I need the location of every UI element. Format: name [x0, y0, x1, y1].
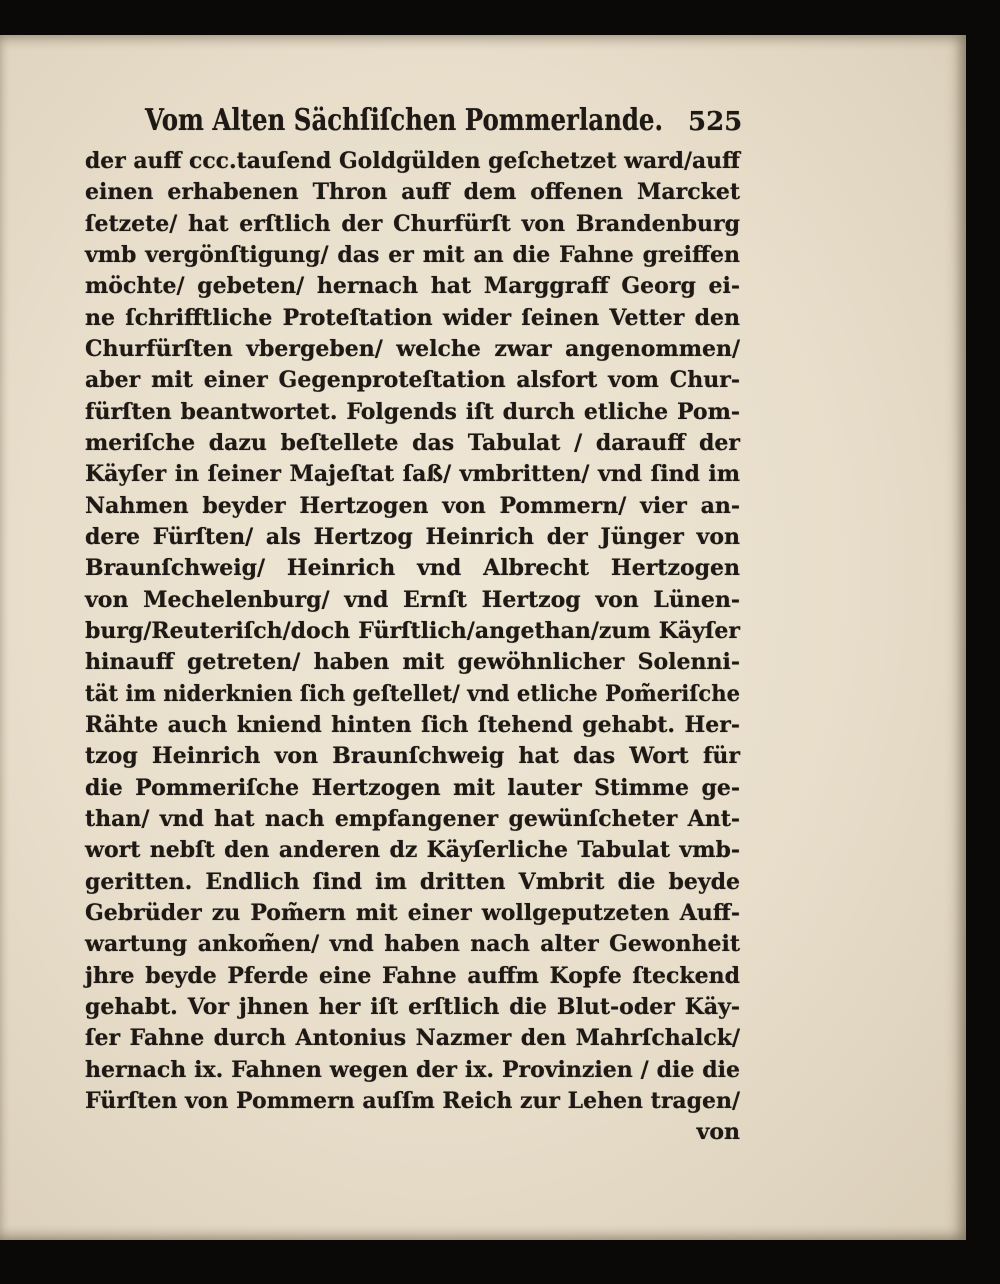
text-line: aber mit einer Gegenproteſtation alsfort vom Chur- [85, 367, 740, 394]
text-line: wartung ankom̃en/ vnd haben nach alter Gewonheit [85, 931, 740, 958]
text-line: fürſten beantwortet. Folgends iſt durch etliche Pom- [85, 398, 740, 425]
text-line: Rähte auch kniend hinten ſich ſtehend gehabt. Her- [85, 711, 740, 738]
body-text [85, 146, 740, 1149]
text-line: tzog Heinrich von Braunſchweig hat das Wort für [85, 743, 740, 770]
text-line: ſetzete/ hat erſtlich der Churfürſt von Brandenburg [85, 210, 740, 237]
running-head-title: Vom Alten Sächſiſchen Pommerlande. [145, 103, 663, 138]
text-line: ne ſchrifftliche Proteſtation wider ſeinen Vetter den [85, 304, 740, 331]
text-line: Nahmen beyder Hertzogen von Pommern/ vier an- [85, 492, 740, 519]
text-line: Churfürſten vbergeben/ welche zwar angenommen/ [85, 335, 740, 362]
text-line: der auff ccc.tauſend Goldgülden geſchetzet ward/auff [85, 148, 740, 174]
text-line: einen erhabenen Thron auff dem offenen Marcket [85, 179, 740, 206]
text-line: ſer Fahne durch Antonius Nazmer den Mahrſchalck/ [85, 1025, 740, 1052]
text-line: burg/Reuteriſch/doch Fürſtlich/angethan/zum Käyſer [85, 617, 740, 644]
text-line: hernach ix. Fahnen wegen der ix. Provinzien / die die [85, 1056, 740, 1083]
text-line: möchte/ gebeten/ hernach hat Marggraff Georg ei- [85, 273, 740, 300]
text-line: tät im niderknien ſich geſtellet/ vnd etliche Pom̃eriſche [85, 680, 740, 707]
book-page [0, 35, 966, 1240]
text-line: wort nebſt den anderen dz Käyſerliche Tabulat vmb- [85, 837, 740, 864]
text-line: von Mechelenburg/ vnd Ernſt Hertzog von Lünen- [85, 586, 740, 613]
text-line: meriſche dazu beſtellete das Tabulat / darauff der [85, 429, 740, 456]
page-number: 525 [688, 107, 743, 137]
text-line: Käyſer in ſeiner Majeſtat ſaß/ vmbritten/ vnd ſind im [85, 461, 740, 488]
text-line: die Pommeriſche Hertzogen mit lauter Stimme ge- [85, 774, 740, 801]
text-line: gehabt. Vor jhnen her iſt erſtlich die Blut-oder Käy- [85, 993, 740, 1020]
text-line: than/ vnd hat nach empfangener gewünſcheter Ant- [85, 805, 740, 832]
catchword: von [696, 1119, 740, 1146]
text-line: Fürſten von Pommern auſſm Reich zur Lehen tragen/ [85, 1087, 740, 1114]
text-line: hinauff getreten/ haben mit gewöhnlicher Solenni- [85, 649, 740, 676]
text-line: dere Fürſten/ als Hertzog Heinrich der Jünger von [85, 523, 740, 550]
text-line: vmb vergönſtigung/ das er mit an die Fahne greiffen [85, 241, 740, 268]
text-line: Gebrüder zu Pom̃ern mit einer wollgeputzeten Auff- [85, 899, 740, 926]
text-line: jhre beyde Pferde eine Fahne auffm Kopfe ſteckend [85, 962, 740, 989]
text-line: Braunſchweig/ Heinrich vnd Albrecht Hertzogen [85, 555, 740, 582]
text-line: geritten. Endlich ſind im dritten Vmbrit die beyde [85, 868, 740, 895]
running-head [145, 103, 663, 139]
